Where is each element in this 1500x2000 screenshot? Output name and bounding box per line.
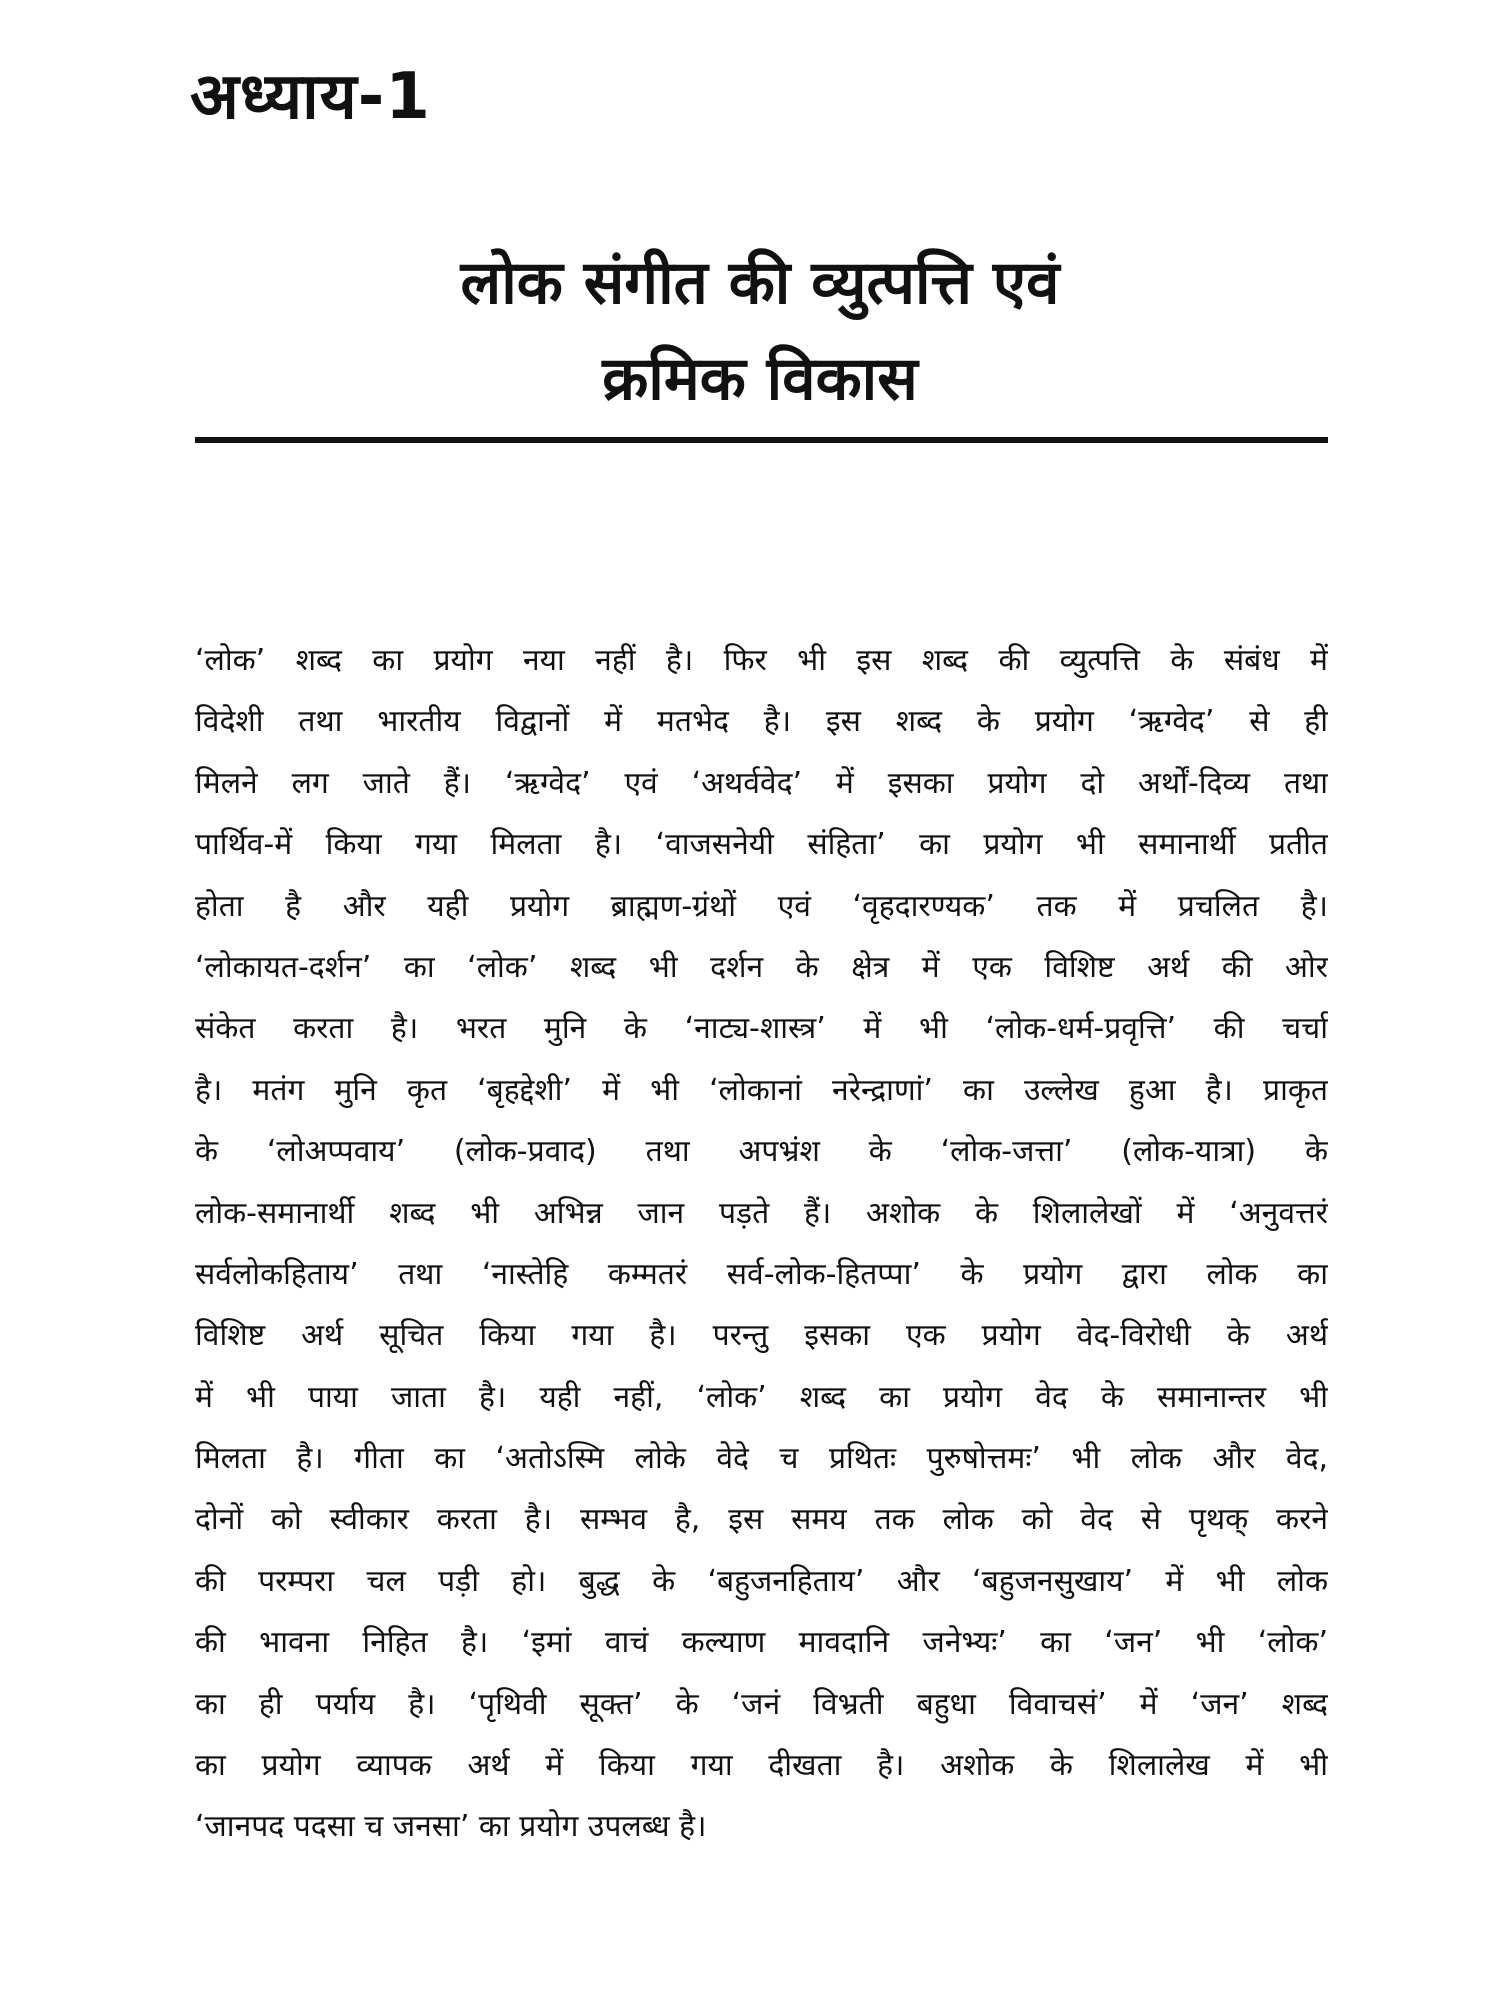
- body-line: सर्वलोकहिताय’ तथा ‘नास्तेहि कम्मतरं सर्व-लोक-हितप्पा’ के प्रयोग द्वारा लोक का: [195, 1256, 1328, 1292]
- body-paragraph: [195, 630, 1328, 1858]
- body-line: विदेशी तथा भारतीय विद्वानों में मतभेद है। इस शब्द के प्रयोग ‘ऋग्वेद’ से ही: [195, 704, 1328, 740]
- body-line: मिलता है। गीता का ‘अतोऽस्मि लोके वेदे च प्रथितः पुरुषोत्तमः’ भी लोक और वेद,: [195, 1441, 1328, 1477]
- body-line: दोनों को स्वीकार करता है। सम्भव है, इस समय तक लोक को वेद से पृथक् करने: [195, 1502, 1328, 1538]
- body-line: का प्रयोग व्यापक अर्थ में किया गया दीखता है। अशोक के शिलालेख में भी: [195, 1748, 1328, 1784]
- chapter-title-line: क्रमिक विकास: [602, 344, 918, 414]
- body-line: लोक-समानार्थी शब्द भी अभिन्न जान पड़ते हैं। अशोक के शिलालेखों में ‘अनुवत्तरं: [195, 1195, 1328, 1231]
- body-line: पार्थिव-में किया गया मिलता है। ‘वाजसनेयी संहिता’ का प्रयोग भी समानार्थी प्रतीत: [195, 827, 1328, 863]
- body-line: विशिष्ट अर्थ सूचित किया गया है। परन्तु इसका एक प्रयोग वेद-विरोधी के अर्थ: [195, 1318, 1328, 1354]
- chapter-title: [195, 235, 1325, 427]
- chapter-label: अध्याय-1: [190, 60, 431, 134]
- body-line: संकेत करता है। भरत मुनि के ‘नाट्य-शास्त्र’ में भी ‘लोक-धर्म-प्रवृत्ति’ की चर्चा: [195, 1011, 1328, 1047]
- body-line: ‘जानपद पदसा च जनसा’ का प्रयोग उपलब्ध है।: [195, 1809, 707, 1845]
- body-line: मिलने लग जाते हैं। ‘ऋग्वेद’ एवं ‘अथर्ववेद’ में इसका प्रयोग दो अर्थों-दिव्य तथा: [195, 765, 1328, 801]
- body-line: की भावना निहित है। ‘इमां वाचं कल्याण मावदानि जनेभ्यः’ का ‘जन’ भी ‘लोक’: [195, 1625, 1328, 1661]
- body-line: है। मतंग मुनि कृत ‘बृहद्देशी’ में भी ‘लोकानां नरेन्द्राणां’ का उल्लेख हुआ है। प्राकृत: [195, 1072, 1328, 1108]
- title-divider: [195, 437, 1328, 443]
- body-line: के ‘लोअप्पवाय’ (लोक-प्रवाद) तथा अपभ्रंश के ‘लोक-जत्ता’ (लोक-यात्रा) के: [195, 1134, 1328, 1170]
- body-line: ‘लोक’ शब्द का प्रयोग नया नहीं है। फिर भी इस शब्द की व्युत्पत्ति के संबंध में: [195, 643, 1328, 678]
- body-line: का ही पर्याय है। ‘पृथिवी सूक्त’ के ‘जनं विभ्रती बहुधा विवाचसं’ में ‘जन’ शब्द: [195, 1686, 1328, 1722]
- body-line: में भी पाया जाता है। यही नहीं, ‘लोक’ शब्द का प्रयोग वेद के समानान्तर भी: [195, 1379, 1328, 1415]
- body-line: होता है और यही प्रयोग ब्राह्मण-ग्रंथों एवं ‘वृहदारण्यक’ तक में प्रचलित है।: [195, 888, 1328, 924]
- chapter-title-line: लोक संगीत की व्युत्पत्ति एवं: [460, 248, 1060, 318]
- body-line: की परम्परा चल पड़ी हो। बुद्ध के ‘बहुजनहिताय’ और ‘बहुजनसुखाय’ में भी लोक: [195, 1563, 1328, 1599]
- body-line: ‘लोकायत-दर्शन’ का ‘लोक’ शब्द भी दर्शन के क्षेत्र में एक विशिष्ट अर्थ की ओर: [195, 949, 1328, 985]
